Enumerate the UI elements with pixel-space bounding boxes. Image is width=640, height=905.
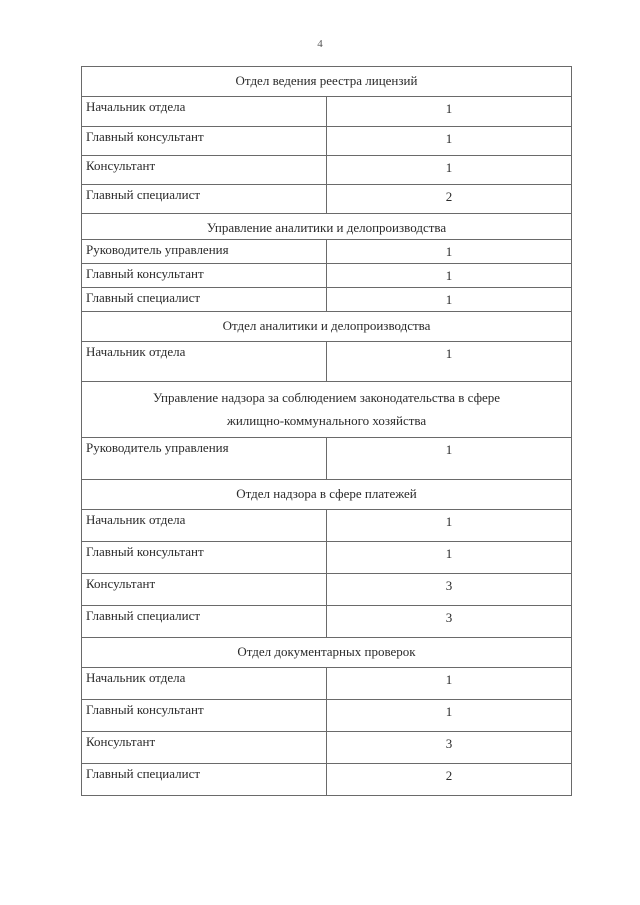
section-title: Отдел ведения реестра лицензий [82, 67, 572, 97]
position-cell: Главный консультант [82, 542, 327, 574]
section-header-row [82, 480, 572, 510]
table-row [82, 606, 572, 638]
count-cell: 1 [327, 156, 572, 185]
position-cell: Начальник отдела [82, 510, 327, 542]
position-cell: Главный специалист [82, 185, 327, 214]
position-cell: Главный специалист [82, 606, 327, 638]
count-cell: 1 [327, 127, 572, 156]
table-row [82, 438, 572, 480]
table-row [82, 264, 572, 288]
position-cell: Начальник отдела [82, 342, 327, 382]
section-title [82, 382, 572, 438]
count-cell: 2 [327, 185, 572, 214]
section-title: Отдел документарных проверок [82, 638, 572, 668]
table-row [82, 240, 572, 264]
count-cell: 1 [327, 342, 572, 382]
position-cell: Начальник отдела [82, 668, 327, 700]
count-cell: 1 [327, 510, 572, 542]
table-row [82, 127, 572, 156]
table-row [82, 542, 572, 574]
position-cell: Консультант [82, 732, 327, 764]
position-cell: Руководитель управления [82, 240, 327, 264]
table-row [82, 288, 572, 312]
table-row [82, 185, 572, 214]
table-row [82, 342, 572, 382]
table-row [82, 156, 572, 185]
table-row [82, 764, 572, 796]
section-title: Управление аналитики и делопроизводства [82, 214, 572, 240]
position-cell: Главный консультант [82, 127, 327, 156]
position-cell: Главный консультант [82, 264, 327, 288]
position-cell: Консультант [82, 156, 327, 185]
table-row [82, 732, 572, 764]
section-header-row [82, 67, 572, 97]
section-title-line: Управление надзора за соблюдением законодательства в сфере [152, 390, 501, 405]
section-title: Отдел надзора в сфере платежей [82, 480, 572, 510]
count-cell: 1 [327, 542, 572, 574]
table-row [82, 97, 572, 127]
position-cell: Начальник отдела [82, 97, 327, 127]
count-cell: 1 [327, 438, 572, 480]
table-row [82, 510, 572, 542]
count-cell: 1 [327, 668, 572, 700]
count-cell: 3 [327, 732, 572, 764]
count-cell: 1 [327, 700, 572, 732]
position-cell: Главный специалист [82, 288, 327, 312]
count-cell: 3 [327, 606, 572, 638]
count-cell: 1 [327, 240, 572, 264]
table-row [82, 668, 572, 700]
count-cell: 1 [327, 264, 572, 288]
table-row [82, 700, 572, 732]
position-cell: Консультант [82, 574, 327, 606]
section-title-line: жилищно-коммунального хозяйства [226, 413, 427, 428]
count-cell: 1 [327, 288, 572, 312]
count-cell: 3 [327, 574, 572, 606]
count-cell: 1 [327, 97, 572, 127]
section-header-row [82, 214, 572, 240]
section-header-row [82, 382, 572, 438]
table-row [82, 574, 572, 606]
page-number: 4 [317, 38, 323, 50]
count-cell: 2 [327, 764, 572, 796]
position-cell: Главный консультант [82, 700, 327, 732]
staff-table [81, 66, 572, 796]
section-header-row [82, 638, 572, 668]
section-title: Отдел аналитики и делопроизводства [82, 312, 572, 342]
position-cell: Руководитель управления [82, 438, 327, 480]
section-header-row [82, 312, 572, 342]
position-cell: Главный специалист [82, 764, 327, 796]
